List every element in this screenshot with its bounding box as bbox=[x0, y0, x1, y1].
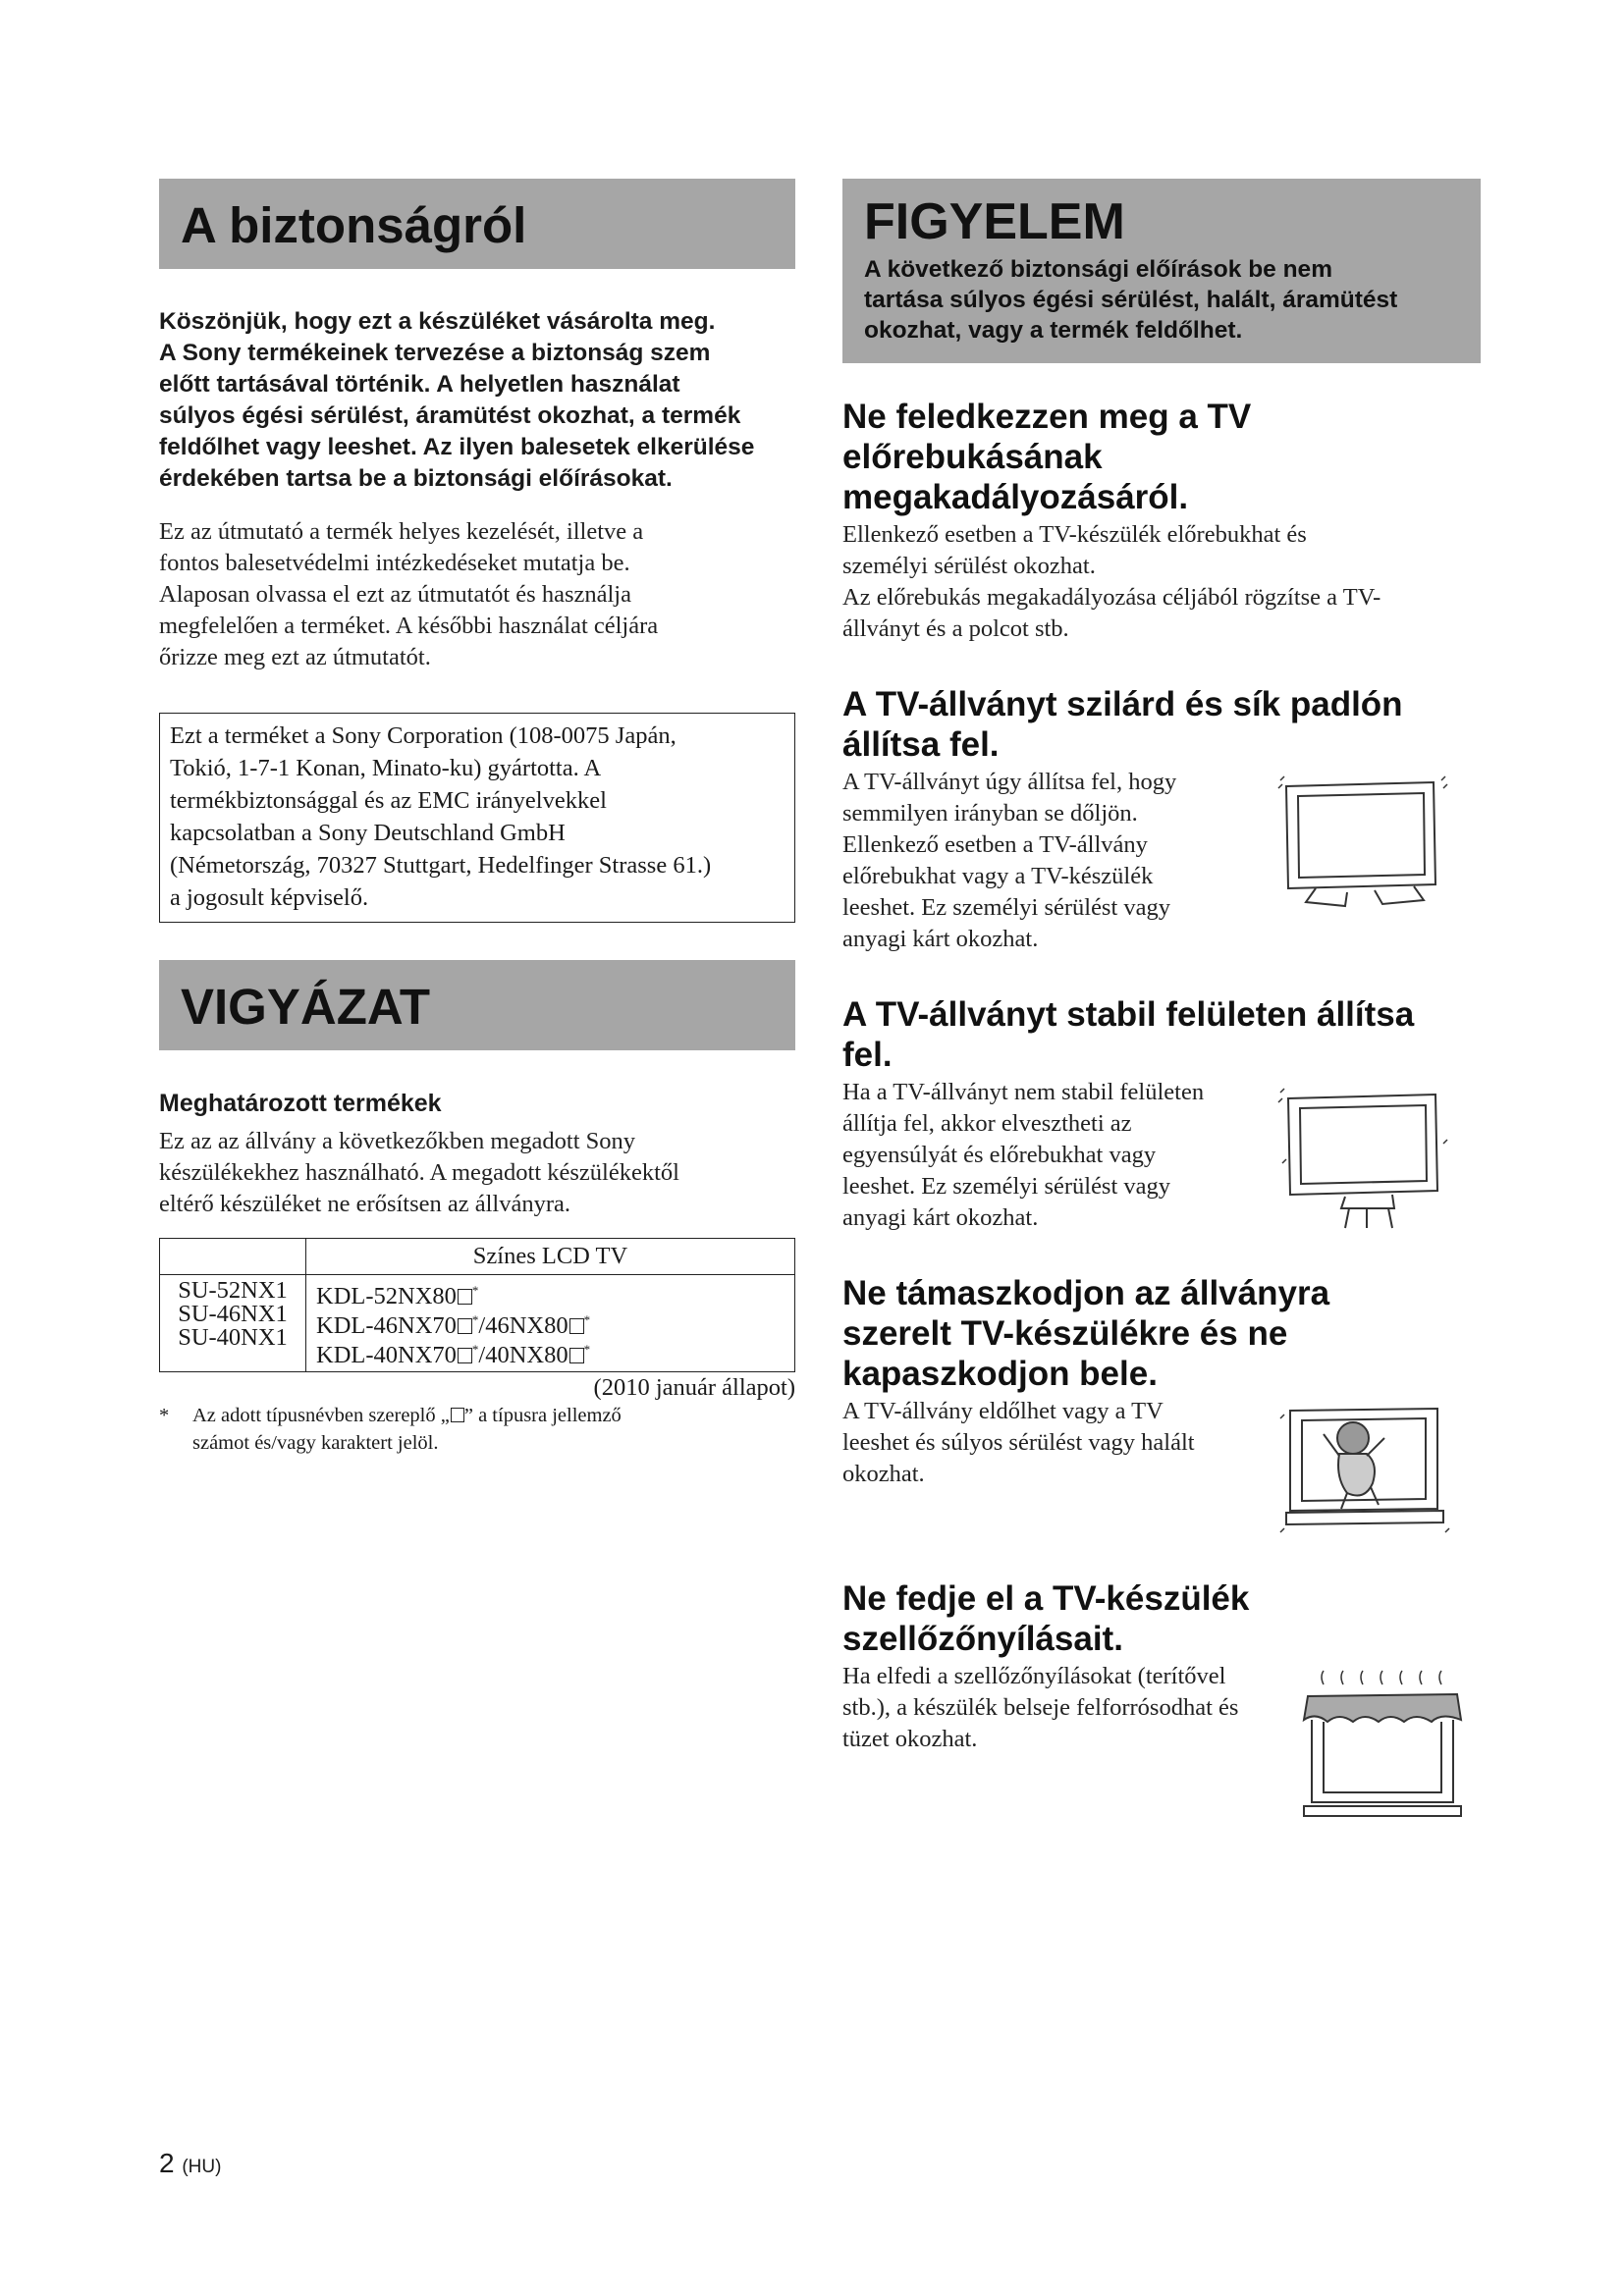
warning-line: tartása súlyos égési sérülést, halált, áramütést bbox=[864, 287, 1398, 313]
placeholder-square-icon bbox=[569, 1318, 584, 1334]
warning-line: okozhat, vagy a termék feldőlhet. bbox=[864, 317, 1243, 344]
tv-line bbox=[316, 1279, 785, 1308]
intro-bold-line: A Sony termékeinek tervezése a biztonság szem bbox=[159, 340, 711, 366]
manufacturer-line: a jogosult képviselő. bbox=[170, 884, 369, 911]
text-line: Ellenkező esetben a TV-készülék előrebukhat és bbox=[842, 521, 1307, 548]
footnote-mark: * bbox=[471, 1312, 479, 1328]
table-date: (2010 január állapot) bbox=[593, 1374, 795, 1402]
text-line: leeshet. Ez személyi sérülést vagy bbox=[842, 1173, 1171, 1200]
page-number bbox=[159, 2148, 221, 2179]
caution-banner bbox=[159, 960, 795, 1050]
text-line: Ellenkező esetben a TV-állvány bbox=[842, 831, 1148, 858]
intro-line: őrizze meg ezt az útmutatót. bbox=[159, 644, 431, 670]
intro-line: Ez az útmutató a termék helyes kezelését, illetve a bbox=[159, 518, 644, 545]
tv-model-alt: /46NX80 bbox=[478, 1312, 568, 1340]
products-heading: Meghatározott termékek bbox=[159, 1090, 442, 1117]
text-line: semmilyen irányban se dőljön. bbox=[842, 800, 1138, 827]
table-header-empty bbox=[160, 1239, 306, 1275]
heading-line: szerelt TV-készülékre és ne bbox=[842, 1314, 1288, 1353]
manufacturer-line: Tokió, 1-7-1 Konan, Minato-ku) gyártotta. A bbox=[170, 755, 602, 781]
intro-bold-line: feldőlhet vagy leeshet. Az ilyen balesetek elkerülése bbox=[159, 434, 755, 460]
safety-title: A biztonságról bbox=[181, 197, 527, 253]
covered-vents-illustration bbox=[1294, 1665, 1471, 1832]
manufacturer-line: Ezt a terméket a Sony Corporation (108-0075 Japán, bbox=[170, 722, 677, 749]
footnote-mark: * bbox=[583, 1312, 591, 1328]
heading-line: A TV-állványt stabil felületen állítsa bbox=[842, 995, 1415, 1034]
page-language: (HU) bbox=[182, 2157, 222, 2177]
tv-cell bbox=[306, 1275, 795, 1372]
placeholder-square-icon bbox=[569, 1348, 584, 1363]
intro-paragraph bbox=[159, 516, 795, 673]
heading-line: megakadályozásáról. bbox=[842, 478, 1189, 516]
footnote-star: * bbox=[159, 1405, 170, 1427]
text-line: személyi sérülést okozhat. bbox=[842, 553, 1096, 579]
section-vents bbox=[842, 1578, 1481, 1755]
tv-model: KDL-52NX80 bbox=[316, 1283, 457, 1310]
text-line: Az előrebukás megakadályozása céljából rögzítse a TV- bbox=[842, 584, 1381, 611]
heading-line: Ne feledkezzen meg a TV bbox=[842, 398, 1252, 436]
page-number-value: 2 bbox=[159, 2148, 175, 2178]
intro-bold-line: Köszönjük, hogy ezt a készüléket vásárolta meg. bbox=[159, 308, 716, 335]
footnote-post: ” a típusra jellemző bbox=[463, 1405, 622, 1427]
manufacturer-box bbox=[159, 713, 795, 923]
text-line: Ha elfedi a szellőzőnyílásokat (terítővel bbox=[842, 1663, 1226, 1689]
intro-line: megfelelően a terméket. A későbbi használat céljára bbox=[159, 613, 659, 639]
section-text bbox=[842, 1396, 1235, 1490]
intro-bold-line: érdekében tartsa be a biztonsági előírásokat. bbox=[159, 465, 673, 492]
section-text bbox=[842, 1077, 1235, 1234]
child-climbing-tv-illustration bbox=[1276, 1399, 1453, 1546]
text-line: A TV-állvány eldőlhet vagy a TV bbox=[842, 1398, 1164, 1424]
table-row bbox=[160, 1275, 795, 1372]
intro-bold-line: súlyos égési sérülést, áramütést okozhat, a termék bbox=[159, 402, 741, 429]
tv-model: KDL-46NX70 bbox=[316, 1312, 457, 1340]
section-stable-surface bbox=[842, 994, 1481, 1234]
footnote-mark: * bbox=[471, 1283, 479, 1298]
text-line: A TV-állványt úgy állítsa fel, hogy bbox=[842, 769, 1177, 795]
model-cell bbox=[160, 1275, 306, 1372]
tv-model: KDL-40NX70 bbox=[316, 1342, 457, 1369]
warning-banner bbox=[842, 179, 1481, 363]
placeholder-square-icon bbox=[458, 1289, 472, 1305]
warning-text bbox=[864, 254, 1471, 346]
left-column bbox=[159, 179, 795, 1457]
products-line: Ez az az állvány a következőkben megadott Sony bbox=[159, 1128, 636, 1154]
intro-bold-line: előtt tartásával történik. A helyetlen használat bbox=[159, 371, 680, 398]
section-text bbox=[842, 519, 1481, 645]
warning-title: FIGYELEM bbox=[864, 193, 1125, 250]
section-heading bbox=[842, 994, 1481, 1075]
tv-line bbox=[316, 1308, 785, 1338]
model-name: SU-46NX1 bbox=[178, 1301, 288, 1327]
tv-tilted-stand-illustration bbox=[1276, 774, 1453, 912]
section-text bbox=[842, 1661, 1304, 1755]
model-name: SU-40NX1 bbox=[178, 1324, 288, 1351]
right-column bbox=[842, 179, 1481, 1755]
tv-line bbox=[316, 1338, 785, 1367]
caution-title: VIGYÁZAT bbox=[181, 979, 431, 1035]
model-name: SU-52NX1 bbox=[178, 1277, 288, 1304]
heading-line: állítsa fel. bbox=[842, 725, 1000, 764]
manufacturer-line: kapcsolatban a Sony Deutschland GmbH bbox=[170, 820, 566, 846]
heading-line: kapaszkodjon bele. bbox=[842, 1355, 1158, 1393]
footnote-mark: * bbox=[583, 1342, 591, 1358]
section-heading bbox=[842, 684, 1481, 765]
table-header-row bbox=[160, 1239, 795, 1275]
section-heading bbox=[842, 1578, 1481, 1659]
intro-line: Alaposan olvassa el ezt az útmutatót és használja bbox=[159, 581, 631, 608]
placeholder-square-icon bbox=[451, 1408, 464, 1422]
tv-model-alt: /40NX80 bbox=[478, 1342, 568, 1369]
warning-line: A következő biztonsági előírások be nem bbox=[864, 256, 1332, 283]
placeholder-square-icon bbox=[458, 1318, 472, 1334]
footnote-line: számot és/vagy karaktert jelöl. bbox=[192, 1432, 439, 1455]
heading-line: Ne támaszkodjon az állványra bbox=[842, 1274, 1330, 1312]
products-line: eltérő készüléket ne erősítsen az állványra. bbox=[159, 1191, 571, 1217]
text-line: okozhat. bbox=[842, 1461, 925, 1487]
text-line: tüzet okozhat. bbox=[842, 1726, 978, 1752]
text-line: egyensúlyát és előrebukhat vagy bbox=[842, 1142, 1157, 1168]
heading-line: fel. bbox=[842, 1036, 893, 1074]
text-line: stb.), a készülék belseje felforrósodhat és bbox=[842, 1694, 1239, 1721]
section-heading bbox=[842, 397, 1481, 517]
manufacturer-line: termékbiztonsággal és az EMC irányelvekkel bbox=[170, 787, 607, 814]
text-line: anyagi kárt okozhat. bbox=[842, 1204, 1039, 1231]
heading-line: előrebukásának bbox=[842, 438, 1103, 476]
footnote bbox=[159, 1402, 795, 1457]
section-do-not-lean bbox=[842, 1273, 1481, 1490]
section-firm-floor bbox=[842, 684, 1481, 955]
placeholder-square-icon bbox=[458, 1348, 472, 1363]
text-line: anyagi kárt okozhat. bbox=[842, 926, 1039, 952]
products-paragraph bbox=[159, 1126, 795, 1220]
section-heading bbox=[842, 1273, 1481, 1394]
intro-bold-text bbox=[159, 306, 795, 495]
heading-line: A TV-állványt szilárd és sík padlón bbox=[842, 685, 1403, 723]
text-line: Ha a TV-állványt nem stabil felületen bbox=[842, 1079, 1205, 1105]
table-header: Színes LCD TV bbox=[306, 1239, 795, 1275]
intro-line: fontos balesetvédelmi intézkedéseket mutatja be. bbox=[159, 550, 630, 576]
text-line: előrebukhat vagy a TV-készülék bbox=[842, 863, 1154, 889]
text-line: leeshet. Ez személyi sérülést vagy bbox=[842, 894, 1171, 921]
footnote-line bbox=[192, 1402, 795, 1429]
manufacturer-line: (Németország, 70327 Stuttgart, Hedelfinger Strasse 61.) bbox=[170, 852, 712, 879]
text-line: állítja fel, akkor elvesztheti az bbox=[842, 1110, 1132, 1137]
section-text bbox=[842, 767, 1235, 955]
safety-banner bbox=[159, 179, 795, 269]
heading-line: Ne fedje el a TV-készülék bbox=[842, 1579, 1250, 1618]
footnote-mark: * bbox=[471, 1342, 479, 1358]
text-line: leeshet és súlyos sérülést vagy halált bbox=[842, 1429, 1195, 1456]
tv-unstable-surface-illustration bbox=[1276, 1085, 1453, 1232]
products-line: készülékekhez használható. A megadott készülékektől bbox=[159, 1159, 679, 1186]
section-prevent-tipping bbox=[842, 397, 1481, 645]
footnote-pre: Az adott típusnévben szereplő „ bbox=[192, 1405, 450, 1427]
products-table bbox=[159, 1238, 795, 1372]
text-line: állványt és a polcot stb. bbox=[842, 615, 1069, 642]
heading-line: szellőzőnyílásait. bbox=[842, 1620, 1123, 1658]
